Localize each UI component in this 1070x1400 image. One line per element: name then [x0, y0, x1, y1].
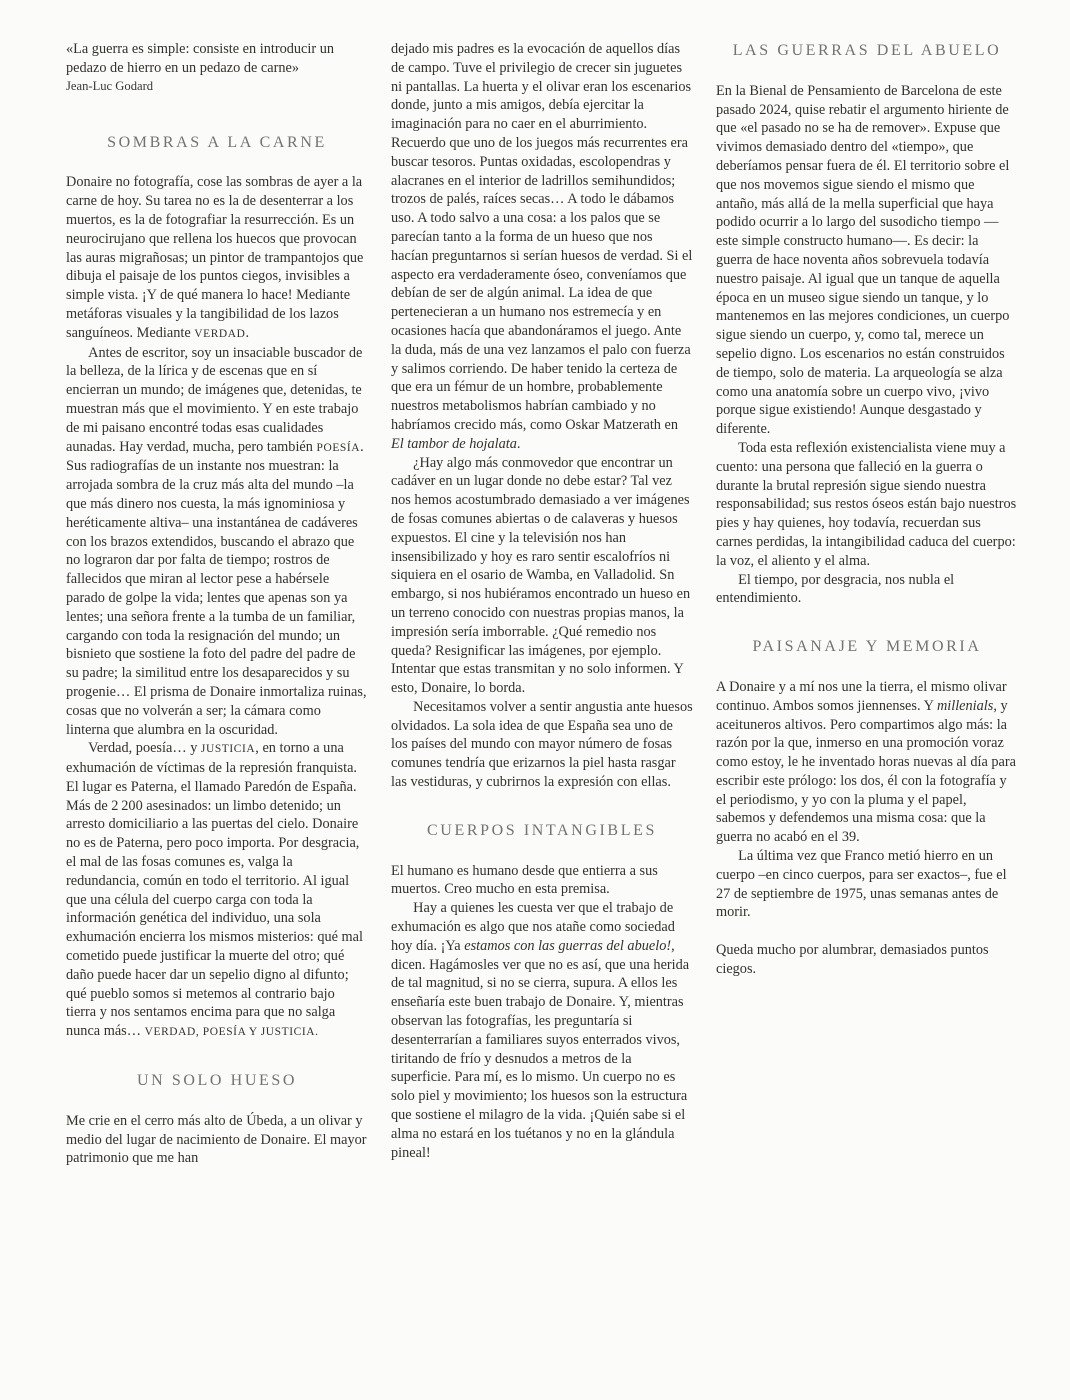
paragraph: Hay a quienes les cuesta ver que el trabajo de exhumación es algo que nos atañe como sociedad hoy día. ¡Ya estamos con las guerras del abuelo!, dicen. Hagámosles ver que no es así, que una herida de tal magnitud, si no se cierra, supura. A ellos les enseñaría este buen trabajo de Donaire. Y, mientras observan las fotografías, les preguntaría si desenterrarían a familiares suyos enterrados vivos, tiritando de frío y desnudos a metros de la superficie. Para mí, es lo mismo. Un cuerpo no es solo piel y movimiento; los huesos son la estructura que sostiene el milagro de la vida. ¡Quién sabe si el alma no estará en los tuétanos y no en la glándula pineal! — [391, 900, 690, 1161]
section-heading-las-guerras-del-abuelo: LAS GUERRAS DEL ABUELO — [732, 42, 1002, 59]
section-heading-paisanaje-y-memoria: PAISANAJE Y MEMORIA — [752, 638, 982, 656]
paragraph: dejado mis padres es la evocación de aquellos días de campo. Tuve el privilegio de crecer sin juguetes ni pantallas. La huerta y el olivar eran los escenarios donde, junto a mis amigos, debía ejercitar la imaginación para no caer en el aburrimiento. Recuerdo que uno de los juegos más recurrentes era buscar tesoros. Puntas oxidadas, escolopendras y alacranes en el interior de ladrillos semihundidos; trozos de palés, raíces secas… A todo le dábamos uso. A todo salvo a una cosa: a los palos que se parecían tanto a la forma de un hueso que nos hacían preguntarnos si serían huesos de verdad. Si el aspecto era verdaderamente óseo, conveníamos que debían de ser de algún animal. La idea de que pertenecieran a un humano nos estremecía y en ocasiones hacía que abandonáramos el juego. Ante la duda, más de una vez lanzamos el palo con fuerza y salimos corriendo. De haber tenido la certeza de que era un fémur de un hombre, probablemente nuestros metabolismos habrían cambiado y no habríamos crecido más, como Oskar Matzerath en El tambor de hojalata. — [391, 41, 693, 452]
paragraph: A Donaire y a mí nos une la tierra, el mismo olivar continuo. Ambos somos jiennenses. Y millenials, y aceituneros altivos. Pero compartimos algo más: la razón por la que, inmerso en una promoción voraz como estoy, le he inventado horas nuevas al día para escribir este prólogo: los dos, él con la fotografía y el periodismo, y yo con la pluma y el papel, sabemos y defendemos una misma cosa: que la guerra no acabó en el 39. — [716, 678, 1016, 846]
section-heading-un-solo-hueso: UN SOLO HUESO — [136, 1072, 298, 1090]
paragraph: ¿Hay algo más conmovedor que encontrar un cadáver en un lugar donde no debe estar? Tal vez nos hemos acostumbrado demasiado a ver imágenes de fosas comunes abiertas o de calaveras y huesos expuestos. El cine y la televisión nos han insensibilizado y hoy es raro sentir escalofríos ni siquiera en el osario de Wamba, en Valladolid. Sn embargo, si nos hubiéramos encontrado un hueso en un terreno conocido con nuestras propias manos, la impresión sería imborrable. ¿Qué remedio nos queda? Resignificar las imágenes, por ejemplo. Intentar que estas transmitan y no solo informen. Y esto, Donaire, lo borda. — [391, 454, 691, 697]
paragraph: El humano es humano desde que entierra a sus muertos. Creo mucho en esta premisa. — [391, 862, 658, 898]
paragraph: Toda esta reflexión existencialista viene muy a cuento: una persona que falleció en la guerra o durante la brutal represión sigue siendo nuestra responsabilidad; sus restos óseos están bajo nuestros pies y hay quienes, hoy todavía, recuerdan sus carnes perdidas, la intangibilidad caduca del cuerpo: la voz, el aliento y el alma. — [716, 439, 1017, 569]
paragraph: Donaire no fotografía, cose las sombras de ayer a la carne de hoy. Su tarea no es la de desenterrar a los muertos, es la de fotografiar la resurrección. Es un neurocirujano que rellena los huecos que provocan las auras migrañosas; un pintor de trampantojos que dibuja el paisaje de los puntos ciegos, invisibles a simple vista. ¡Y de qué manera lo hace! Mediante metáforas visuales y la tangibilidad de los lazos sanguíneos. Mediante VERDAD. — [66, 174, 364, 341]
paragraph: Me crie en el cerro más alto de Úbeda, a un olivar y medio del lugar de nacimiento de Donaire. El mayor patrimonio que me han — [66, 1112, 367, 1167]
section-heading-cuerpos-intangibles: CUERPOS INTANGIBLES — [427, 821, 657, 839]
paragraph: Antes de escritor, soy un insaciable buscador de la belleza, de la lírica y de escenas que en sí encierran un mundo; de imágenes que, detenidas, te muestran más que el movimiento. Y en este trabajo de mi paisano encontré todas esas cualidades aunadas. Hay verdad, mucha, pero también POESÍA. Sus radiografías de un instante nos muestran: la arrojada sombra de la cruz más alta del mundo –la que más dinero nos cuesta, la más ignominiosa y heréticamente altiva– una instantánea de cadáveres con los brazos extendidos, buscando el abrazo que no lograron dar por falta de tiempo; rostros de fallecidos que miran al lector pese a habérsele parado de golpe la vida; lentes que apenas son ya lentes; una señora frente a la tumba de un familiar, cargando con toda la resignación del mundo; un bisnieto que sostiene la foto del padre del padre de su padre; la similitud entre los desaparecidos y su progenie… El prisma de Donaire inmortaliza ruinas, cosas que no volverán a ser; la cámara como linterna que alumbra en la oscuridad. — [66, 344, 367, 738]
paragraph: La última vez que Franco metió hierro en un cuerpo –en cinco cuerpos, para ser exactos–, fue el 27 de septiembre de 1975, unas semanas antes de morir. — [716, 848, 1007, 921]
epigraph-quote: «La guerra es simple: consiste en introducir un pedazo de hierro en un pedazo de carne» — [66, 41, 334, 76]
closing-paragraph: Queda mucho por alumbrar, demasiados puntos ciegos. — [716, 942, 989, 978]
paragraph: Verdad, poesía… y JUSTICIA, en torno a una exhumación de víctimas de la represión franquista. El lugar es Paterna, el llamado Paredón de España. Más de 2 200 asesinados: un limbo detenido; un arresto domiciliario a las puertas del cielo. Donaire no es de Paterna, pero poco importa. Por desgracia, el mal de las fosas comunes es, valga la redundancia, común en todo el territorio. Al igual que una célula del cuerpo carga con toda la información genética del individuo, una sola exhumación encierra los mismos misterios: qué mal cometido puede justificar la muerte del otro; qué daño puede hacer dar un sepelio digno al difunto; qué pueblo somos si metemos al contrario bajo tierra y nos sentamos encima para que no salga nunca más… VERDAD, POESÍA Y JUSTICIA. — [66, 740, 363, 1040]
column-2 — [391, 40, 693, 1400]
paragraph: El tiempo, por desgracia, nos nubla el entendimiento. — [716, 571, 955, 607]
column-1 — [66, 40, 368, 1400]
paragraph: Necesitamos volver a sentir angustia ante huesos olvidados. La sola idea de que España sea uno de los países del mundo con mayor número de fosas comunes tendría que erizarnos la piel hasta rasgar las vestiduras, y cubrirnos la expresión con ellas. — [391, 698, 693, 791]
column-3 — [716, 40, 1018, 1400]
paragraph: En la Bienal de Pensamiento de Barcelona de este pasado 2024, quise rebatir el argumento hiriente de que «el pasado no se ha de remover». Expuse que vivimos demasiado dentro del «tiempo», que deberíamos pensar fuera de él. El territorio sobre el que nos movemos sigue siendo el mismo que antaño, más allá de la mella superficial que haya podido ocurrir a lo largo del susodicho tiempo —este simple constructo humano—. Es decir: la guerra de hace noventa años sobrevuela todavía nuestro paisaje. Al igual que un tanque de aquella época en un museo sigue siendo un tanque, y lo mantenemos en las mejores condiciones, un cuerpo sigue siendo un cuerpo, y, como tal, merece un sepelio digno. Los escenarios no están construidos de tiempo, solo de materia. La arqueología se alza como una anatomía sobre un cuerpo vivo, ¡vivo porque sigue existiendo! Aunque desgastado y diferente. — [716, 82, 1010, 438]
epigraph-attribution: Jean-Luc Godard — [66, 78, 154, 93]
section-heading-sombras-a-la-carne: SOMBRAS A LA CARNE — [107, 133, 327, 151]
